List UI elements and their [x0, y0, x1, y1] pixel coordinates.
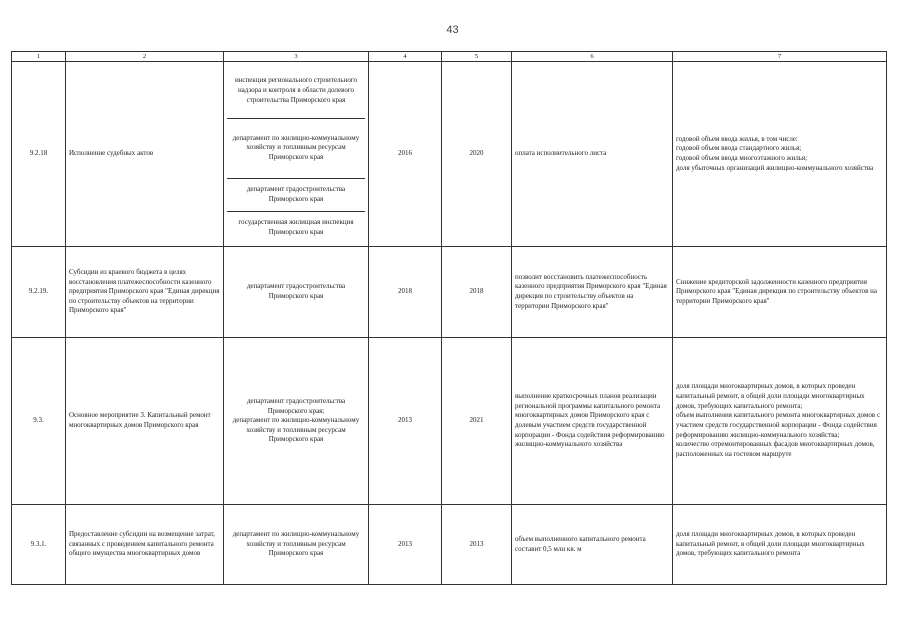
measures-table	[11, 51, 887, 585]
column-header: 3	[224, 52, 369, 62]
end-year: 2018	[442, 247, 512, 338]
table-row	[12, 247, 887, 338]
executor: департамент по жилищно-коммунальному хозяйству и топливным ресурсам Приморского края	[224, 505, 369, 585]
measure-name: Основное мероприятие 3. Капитальный ремонт многоквартирных домов Приморского края	[66, 338, 224, 505]
column-header: 6	[512, 52, 673, 62]
executors-list	[227, 64, 365, 244]
executor: департамент градостроительства Приморского края; департамент по жилищно-коммунальному хозяйству и топливным ресурсам Приморского края	[224, 338, 369, 505]
column-header: 1	[12, 52, 66, 62]
expected-result: позволит восстановить платежеспособность казенного предприятия Приморского края "Единая дирекция по строительству объектов на территории Приморского края"	[512, 247, 673, 338]
measure-name: Исполнение судебных актов	[66, 62, 224, 247]
indicators: доля площади многоквартирных домов, в которых проведен капитальный ремонт, в общей доли площади многоквартирных домов, требующих капитального ремонта; объем выполнения капитального ремонта многоквартирных домов с участием средств государственной корпорации - Фонда содействия реформированию жилищно-коммунального хозяйства; количество отремонтированных фасадов многоквартирных домов, расположенных на гостевом маршруте	[673, 338, 887, 505]
start-year: 2016	[369, 62, 442, 247]
expected-result: объем выполненного капитального ремонта составит 0,5 млн кв. м	[512, 505, 673, 585]
measure-name: Предоставление субсидии на возмещение затрат, связанных с проведением капитального ремонта общего имущества многоквартирных домов	[66, 505, 224, 585]
row-number: 9.3.1.	[12, 505, 66, 585]
executor-item: департамент градостроительства Приморского края	[227, 178, 365, 211]
indicators: доля площади многоквартирных домов, в которых проведен капитальный ремонт, в общей доли площади многоквартирных домов, требующих капитального ремонта	[673, 505, 887, 585]
table-row	[12, 505, 887, 585]
start-year: 2018	[369, 247, 442, 338]
end-year: 2021	[442, 338, 512, 505]
indicators: годовой объем ввода жилья, в том числе: годовой объем ввода стандартного жилья; годовой объем ввода многоэтажного жилья; доля убыточных организаций жилищно-коммунального хозяйства	[673, 62, 887, 247]
executor-item: инспекция регионального строительного надзора и контроля в области долевого строительства Приморского края	[227, 64, 365, 118]
row-number: 9.2.18	[12, 62, 66, 247]
executor-item: департамент по жилищно-коммунальному хозяйству и топливным ресурсам Приморского края	[227, 118, 365, 178]
expected-result: оплата исполнительного листа	[512, 62, 673, 247]
expected-result: выполнение краткосрочных планов реализации региональной программы капитального ремонта многоквартирных домов Приморского края с долевым участием средств государственной корпорации - Фонда содействия реформированию жилищно-коммунального хозяйства	[512, 338, 673, 505]
start-year: 2013	[369, 505, 442, 585]
start-year: 2013	[369, 338, 442, 505]
end-year: 2020	[442, 62, 512, 247]
column-header: 5	[442, 52, 512, 62]
executor: департамент градостроительства Приморского края	[224, 247, 369, 338]
table-row	[12, 338, 887, 505]
measure-name: Субсидии из краевого бюджета в целях восстановления платежеспособности казенного предприятия Приморского края "Единая дирекция по строительству объектов на территории Приморского края"	[66, 247, 224, 338]
column-header: 7	[673, 52, 887, 62]
row-number: 9.3.	[12, 338, 66, 505]
page-number: 43	[446, 24, 459, 36]
executors-cell	[224, 62, 369, 247]
column-header: 2	[66, 52, 224, 62]
table-header-row	[12, 52, 887, 62]
end-year: 2013	[442, 505, 512, 585]
executor-item: государственная жилищная инспекция Приморского края	[238, 218, 354, 236]
row-number: 9.2.19.	[12, 247, 66, 338]
table-row	[12, 62, 887, 247]
column-header: 4	[369, 52, 442, 62]
indicators: Снижение кредиторской задолженности казенного предприятия Приморского края "Единая дирекция по строительству объектов на территории Приморского края"	[673, 247, 887, 338]
